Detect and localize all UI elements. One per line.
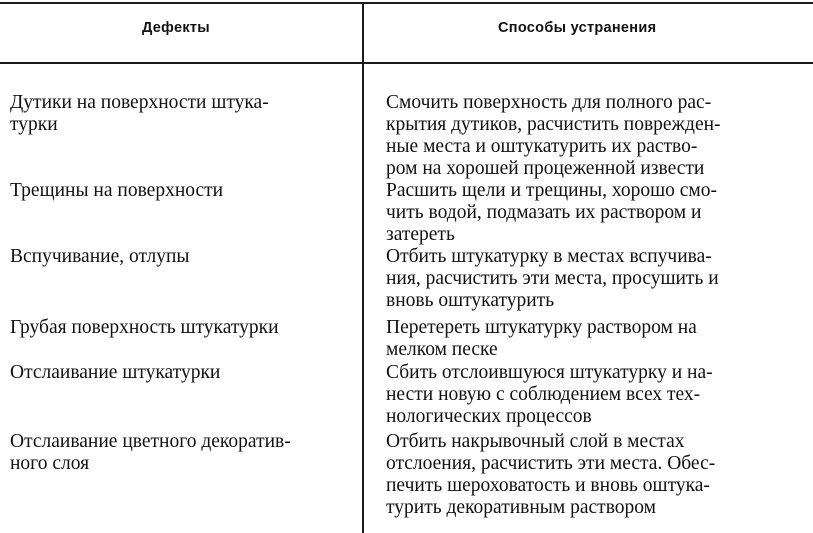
defect-cell: Вспучивание, отлупы [10, 246, 190, 267]
header-bottom-rule [0, 62, 813, 64]
column-header-remedies: Способы устранения [498, 20, 657, 36]
remedy-cell: Сбить отслоившуюся штукатурку и на- нести новую с соблюдением всех тех- нологических процессов [386, 362, 713, 427]
remedy-cell: Смочить поверхность для полного рас- крытия дутиков, расчистить поврежден- ные места и оштукатурить их раство- ром на хорошей процеженной извести [386, 92, 721, 179]
defect-cell: Дутики на поверхности штука- турки [10, 92, 269, 135]
defect-cell: Грубая поверхность штукатурки [10, 317, 279, 338]
column-divider [362, 2, 364, 533]
defect-cell: Отслаивание цветного декоратив- ного слоя [10, 431, 291, 474]
defect-cell: Трещины на поверхности [10, 180, 224, 201]
remedy-cell: Перетереть штукатурку раствором на мелком песке [386, 317, 697, 360]
remedy-cell: Отбить накрывочный слой в местах отслоения, расчистить эти места. Обес- печить шероховатость и вновь оштука- турить декоративным раствором [386, 431, 716, 518]
defect-cell: Отслаивание штукатурки [10, 362, 221, 383]
table-top-rule [0, 2, 813, 4]
column-header-defects: Дефекты [142, 20, 210, 36]
remedy-cell: Расшить щели и трещины, хорошо смо- чить водой, подмазать их раствором и затереть [386, 180, 717, 245]
remedy-cell: Отбить штукатурку в местах вспучива- ния, расчистить эти места, просушить и вновь оштукатурить [386, 246, 719, 311]
